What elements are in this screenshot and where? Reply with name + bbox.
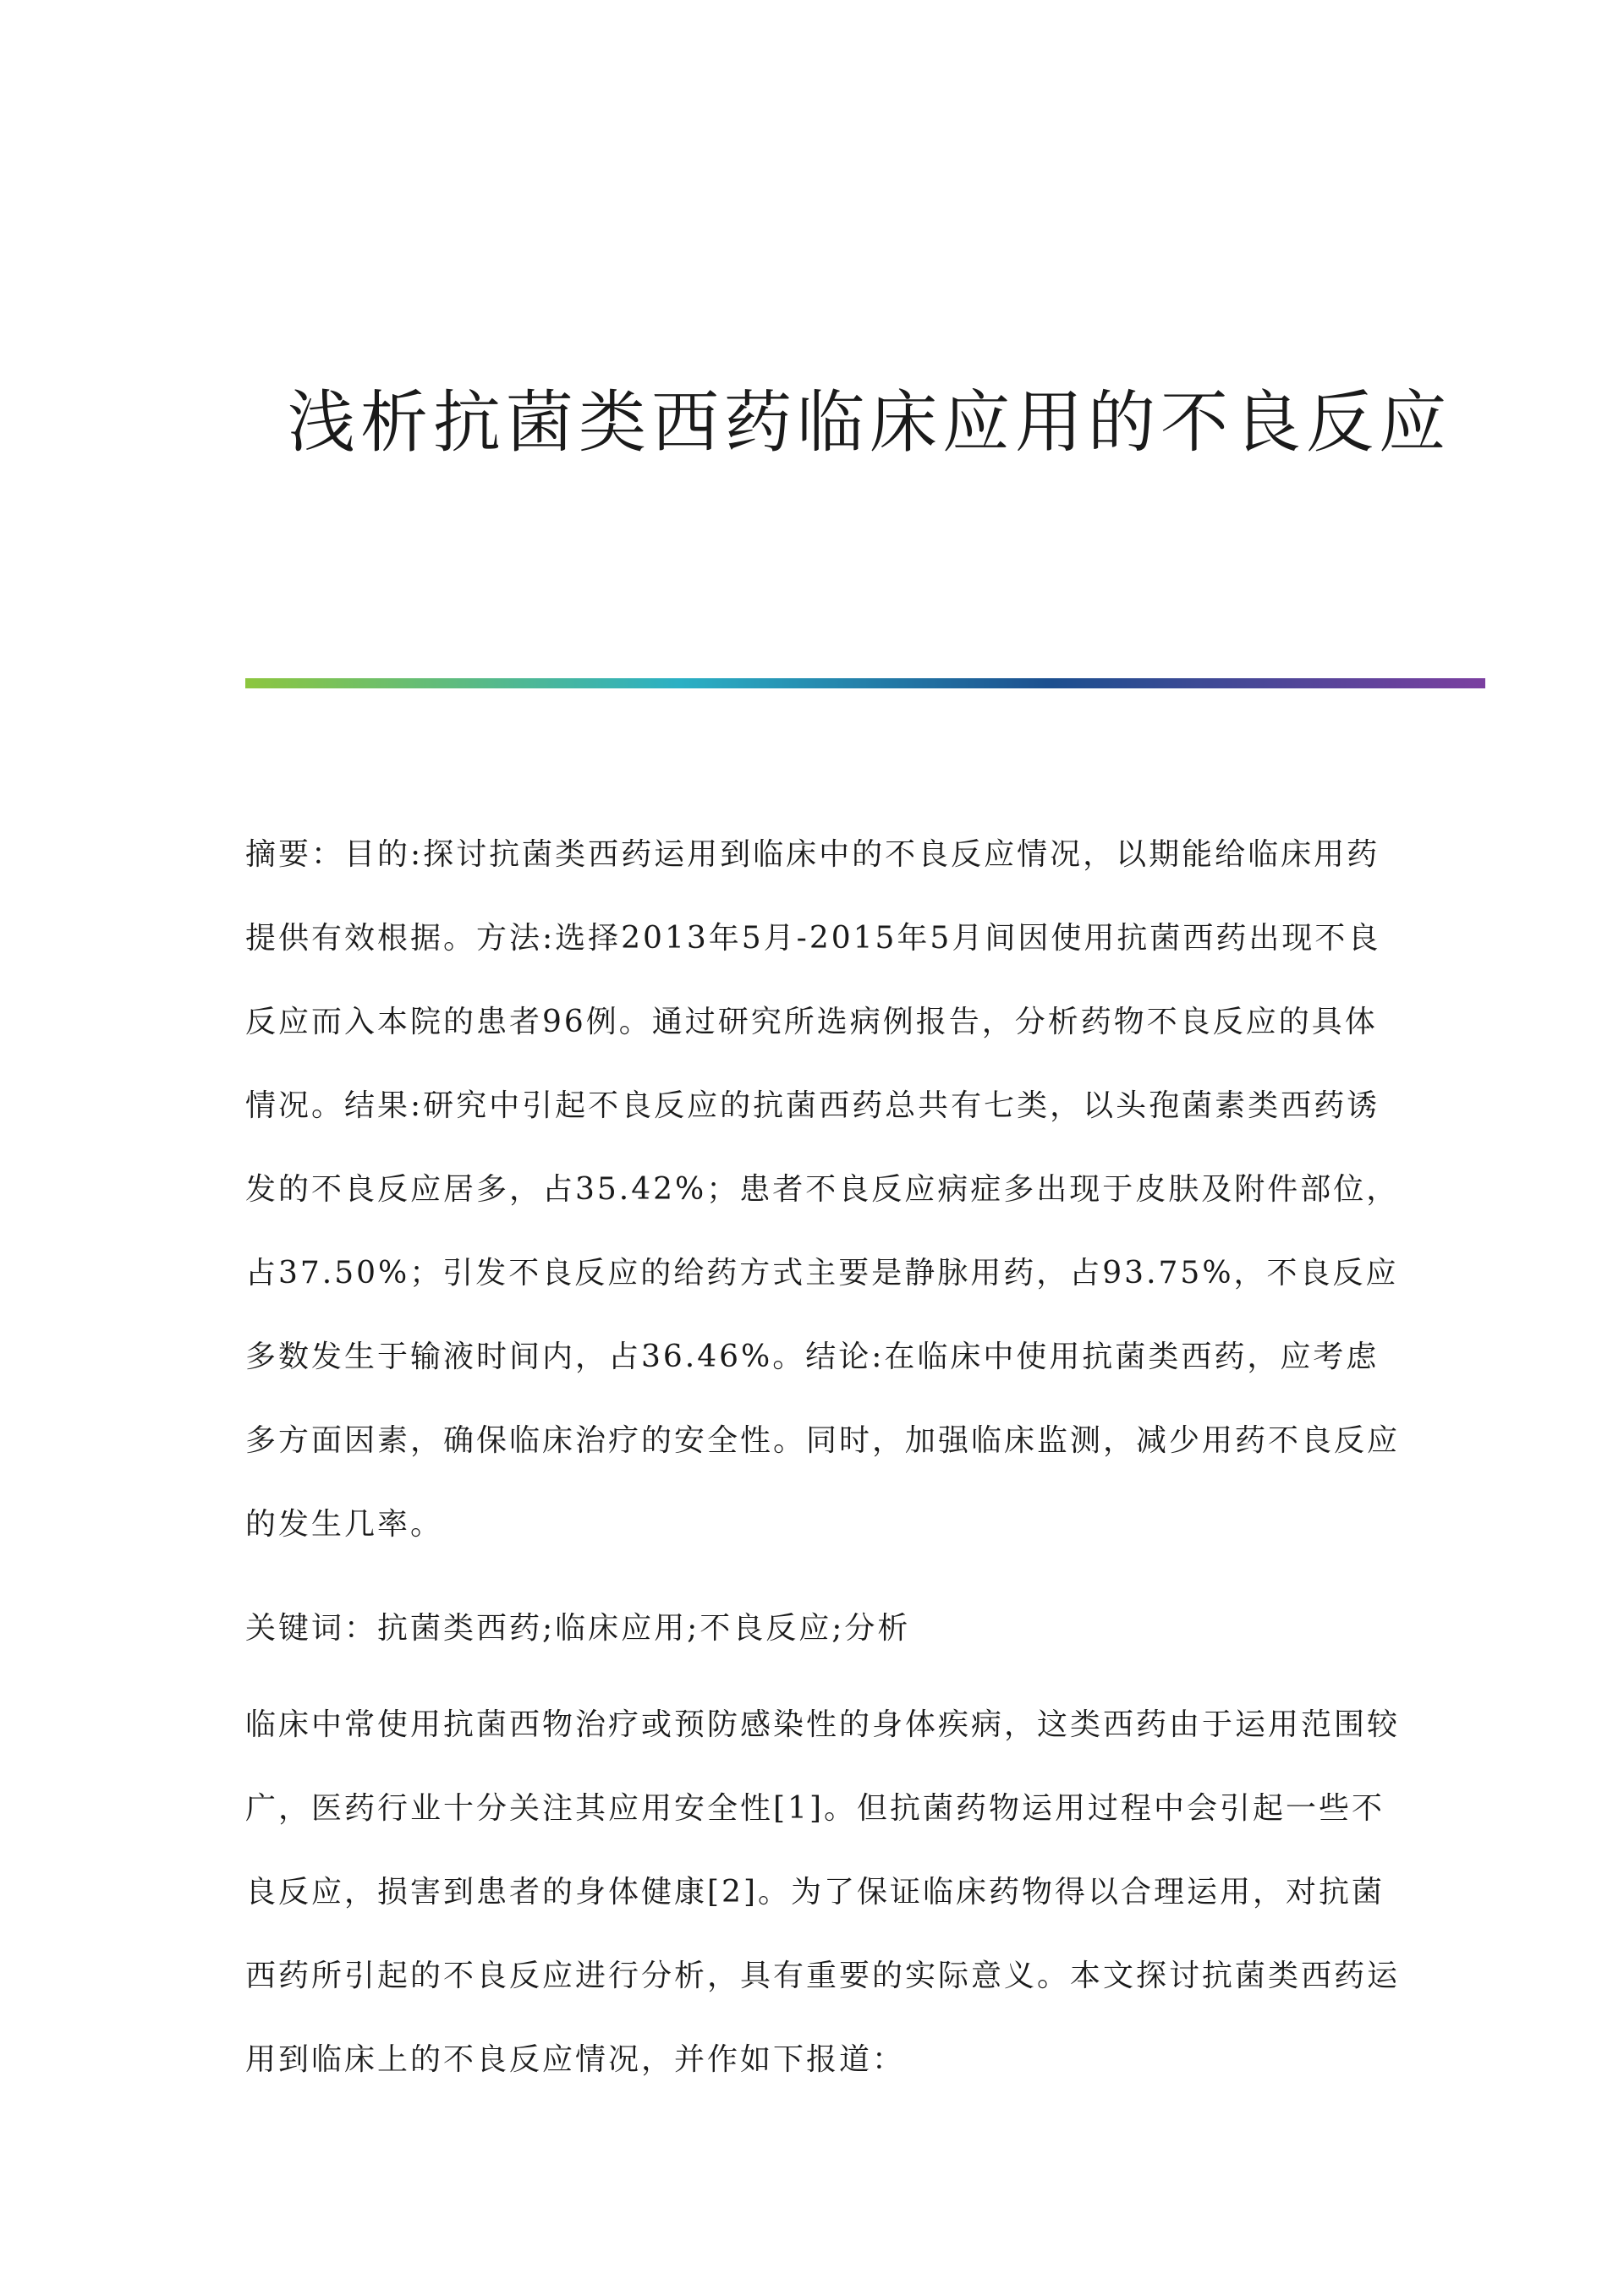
keywords-paragraph: 关键词：抗菌类西药;临床应用;不良反应;分析: [245, 1611, 911, 1646]
abstract-paragraph: 摘要：目的:探讨抗菌类西药运用到临床中的不良反应情况，以期能给临床用药提供有效根据。方法:选择2013年5月-2015年5月间因使用抗菌西药出现不良反应而入本院的患者96例。通过研究所选病例报告，分析药物不良反应的具体情况。结果:研究中引起不良反应的抗菌西药总共有七类，以头孢菌素类西药诱发的不良反应居多，占35.42%；患者不良反应病症多出现于皮肤及附件部位，占37.50%；引发不良反应的给药方式主要是静脉用药，占93.75%，不良反应多数发生于输液时间内，占36.46%。结论:在临床中使用抗菌类西药，应考虑多方面因素，确保临床治疗的安全性。同时，加强临床监测，减少用药不良反应的发生几率。: [245, 837, 1401, 1542]
gradient-divider: [245, 678, 1485, 688]
paper-title: 浅析抗菌类西药临床应用的不良反应: [288, 383, 1451, 462]
introduction-paragraph: 临床中常使用抗菌西物治疗或预防感染性的身体疾病，这类西药由于运用范围较广，医药行业十分关注其应用安全性[1]。但抗菌药物运用过程中会引起一些不良反应，损害到患者的身体健康[2]。为了保证临床药物得以合理运用，对抗菌西药所引起的不良反应进行分析，具有重要的实际意义。本文探讨抗菌类西药运用到临床上的不良反应情况，并作如下报道：: [245, 1707, 1401, 2077]
